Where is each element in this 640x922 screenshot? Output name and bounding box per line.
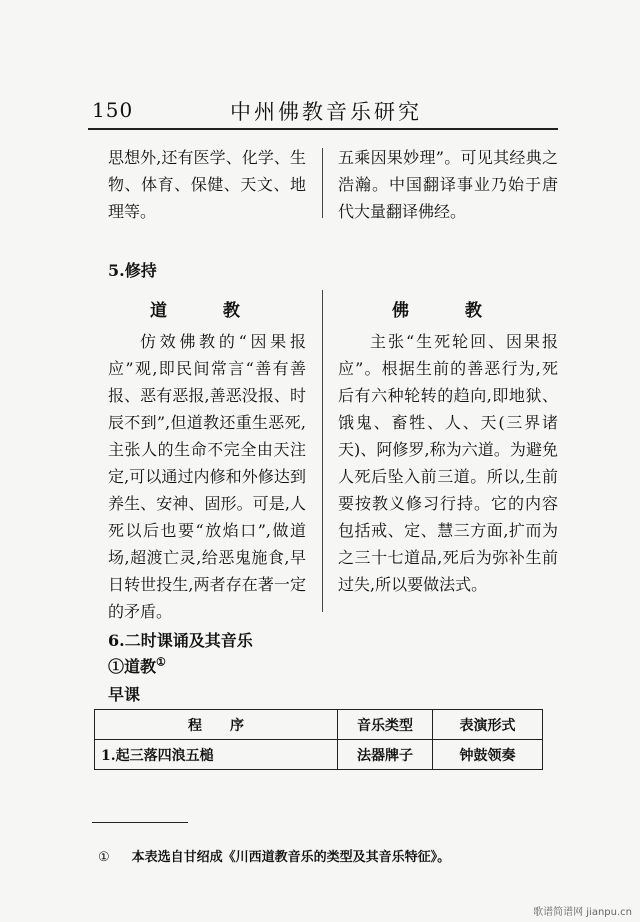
page-number: 150 xyxy=(92,98,134,122)
top-right-paragraph: 五乘因果妙理”。可见其经典之浩瀚。中国翻译事业乃始于唐代大量翻译佛经。 xyxy=(338,148,558,221)
daoism-subheading-text: ①道教 xyxy=(108,657,157,676)
daoism-practice-text xyxy=(108,328,306,625)
morning-lesson-label: 早课 xyxy=(108,685,141,704)
top-column-divider xyxy=(322,148,323,218)
left-column-heading xyxy=(150,296,241,321)
header-music-type: 音乐类型 xyxy=(338,710,433,740)
running-title: 中州佛教音乐研究 xyxy=(230,100,422,124)
buddhism-practice-text xyxy=(338,328,558,598)
buddhism-practice-paragraph: 主张“生死轮回、因果报应”。根据生前的善恶行为,死后有六种轮转的趋向,即地狱、饿鬼、畜牲、人、天(三界诸天)、阿修罗,称为六道。为避免人死后坠入前三道。所以,生前要按教义修习行持。它的内容包括戒、定、慧三方面,扩而为之三十七道品,死后为弥补生前过失,所以要做法式。 xyxy=(338,332,558,594)
section-6-heading: 6.二时课诵及其音乐 xyxy=(108,631,253,650)
right-heading-char-1: 佛 xyxy=(392,301,410,321)
left-heading-char-2: 教 xyxy=(222,301,241,321)
section-5-heading: 5.修持 xyxy=(108,261,157,280)
header-performance-form: 表演形式 xyxy=(433,710,543,740)
header-program: 程 序 xyxy=(95,710,338,740)
cell-performance-form: 钟鼓领奏 xyxy=(433,740,543,770)
right-heading-char-2: 教 xyxy=(464,301,483,321)
daoism-practice-paragraph: 仿效佛教的“因果报应”观,即民间常言“善有善报、恶有恶报,善恶没报、时辰不到”,但道教还重生恶死,主张人的生命不完全由天注定,可以通过内修和外修达到养生、安神、固形。可是,人死以后也要“放焰口”,做道场,超渡亡灵,给恶鬼施食,早日转世投生,两者存在著一定的矛盾。 xyxy=(108,332,306,621)
footnote-reference: ① xyxy=(156,655,166,669)
table-row xyxy=(95,740,543,770)
daoism-subheading xyxy=(108,654,166,677)
program-table xyxy=(94,709,543,770)
site-watermark: 歌谱简谱网 jianpu.cn xyxy=(533,907,632,918)
footnote-text: 本表选自甘绍成《川西道教音乐的类型及其音乐特征》。 xyxy=(131,850,451,865)
section-5-column-divider xyxy=(322,290,323,612)
cell-program: 1.起三落四浪五槌 xyxy=(95,740,338,770)
top-left-paragraph: 思想外,还有医学、化学、生物、体育、保健、天文、地理等。 xyxy=(108,148,306,221)
footnote-rule xyxy=(92,822,188,823)
cell-music-type: 法器牌子 xyxy=(338,740,433,770)
table-header-row xyxy=(95,710,543,740)
footnote-mark: ① xyxy=(98,850,110,865)
right-column-heading xyxy=(392,296,483,321)
left-heading-char-1: 道 xyxy=(150,301,168,321)
header-rule xyxy=(88,128,558,130)
footnote xyxy=(98,846,450,865)
